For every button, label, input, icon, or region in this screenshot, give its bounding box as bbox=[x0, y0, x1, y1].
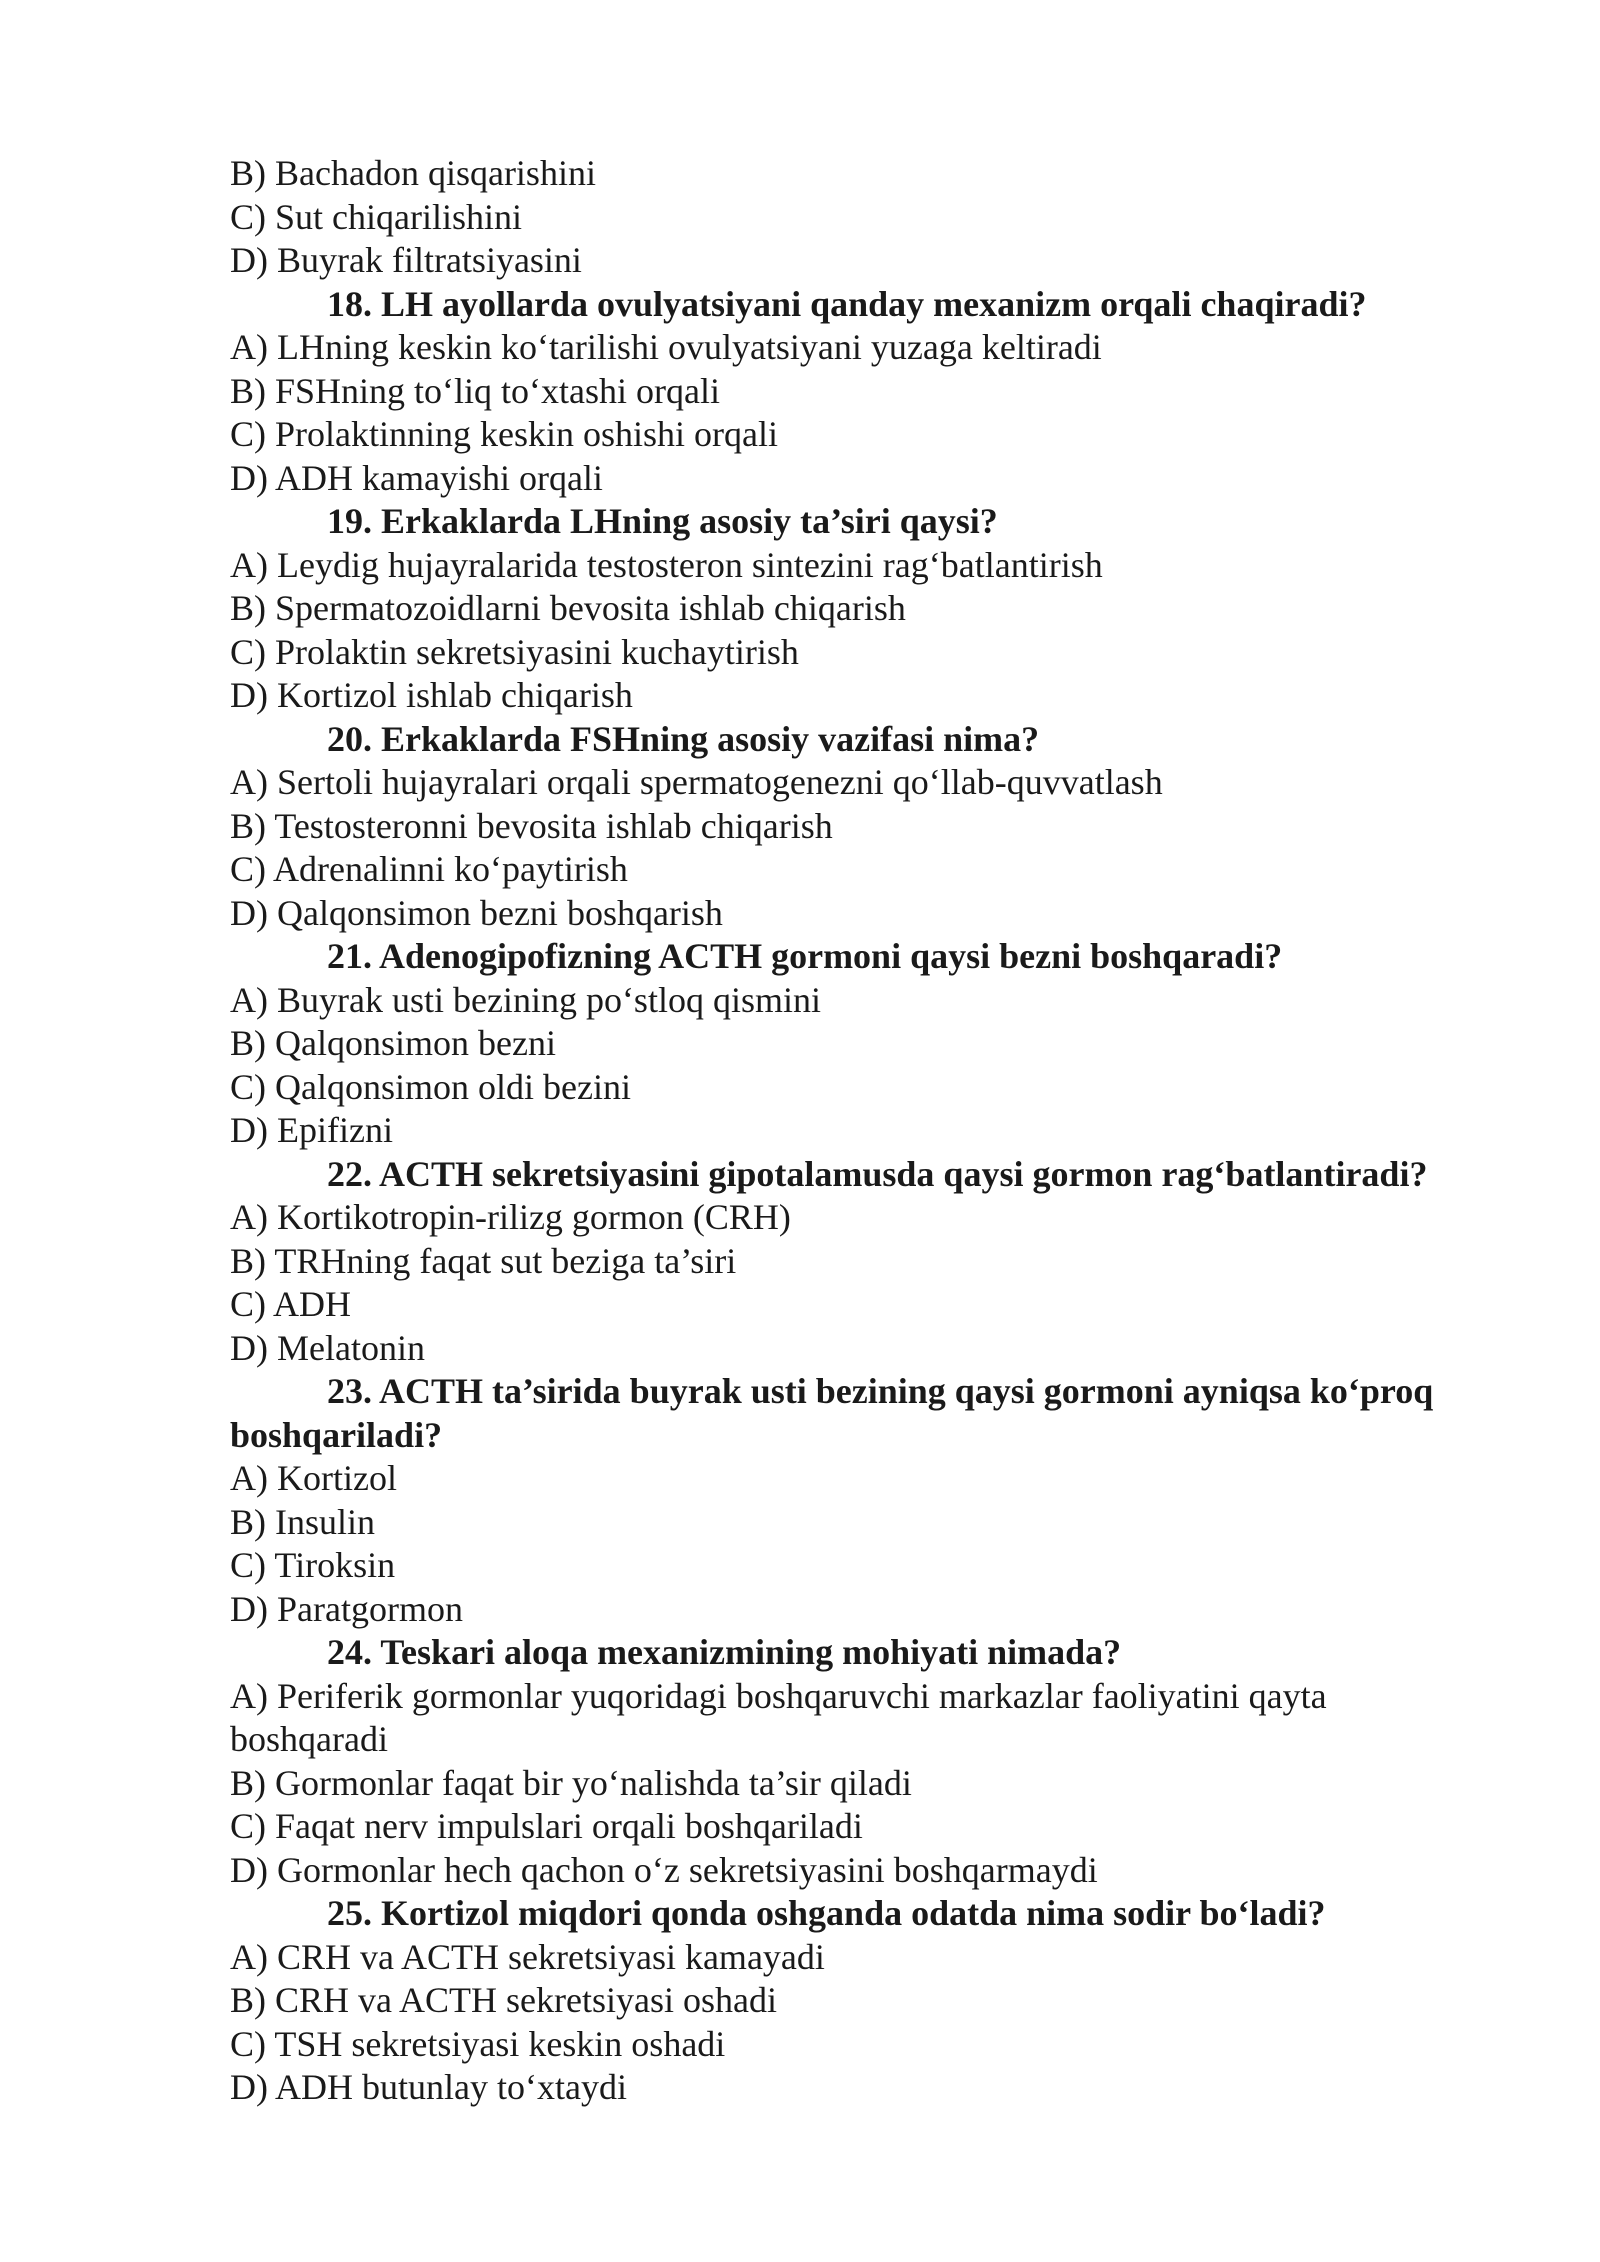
question-20: 20. Erkaklarda FSHning asosiy vazifasi nima? bbox=[327, 718, 1040, 759]
question-24: 24. Teskari aloqa mexanizmining mohiyati nimada? bbox=[327, 1632, 1122, 1672]
option-a: A) CRH va ACTH sekretsiyasi kamayadi bbox=[230, 1936, 825, 1977]
option-c: C) Sut chiqarilishini bbox=[230, 196, 522, 237]
option-a: A) Kortikotropin-rilizg gormon (CRH) bbox=[230, 1197, 791, 1237]
option-b: B) Qalqonsimon bezni bbox=[230, 1023, 556, 1063]
option-c: C) TSH sekretsiyasi keskin oshadi bbox=[230, 2023, 726, 2064]
option-c: C) Adrenalinni ko‘paytirish bbox=[230, 849, 628, 889]
option-a: A) Kortizol bbox=[230, 1458, 397, 1498]
option-d: D) Buyrak filtratsiyasini bbox=[230, 240, 582, 280]
document-page bbox=[230, 152, 1530, 2110]
option-a: A) Buyrak usti bezining po‘stloq qismini bbox=[230, 979, 821, 1020]
question-22: 22. ACTH sekretsiyasini gipotalamusda qaysi gormon rag‘batlantiradi? bbox=[327, 1153, 1428, 1194]
option-d: D) Qalqonsimon bezni boshqarish bbox=[230, 892, 723, 933]
option-c: C) Qalqonsimon oldi bezini bbox=[230, 1066, 631, 1107]
option-d: D) Paratgormon bbox=[230, 1588, 463, 1629]
option-c: C) Tiroksin bbox=[230, 1545, 396, 1585]
option-a: A) LHning keskin ko‘tarilishi ovulyatsiyani yuzaga keltiradi bbox=[230, 327, 1102, 367]
option-c: C) Prolaktinning keskin oshishi orqali bbox=[230, 414, 778, 454]
option-d: D) Epifizni bbox=[230, 1110, 393, 1150]
question-18: 18. LH ayollarda ovulyatsiyani qanday mexanizm orqali chaqiradi? bbox=[327, 283, 1367, 324]
option-d: D) Melatonin bbox=[230, 1327, 425, 1368]
question-19: 19. Erkaklarda LHning asosiy ta’siri qaysi? bbox=[327, 501, 998, 541]
option-d: D) Kortizol ishlab chiqarish bbox=[230, 675, 633, 715]
option-a: A) Sertoli hujayralari orqali spermatogenezni qo‘llab-quvvatlash bbox=[230, 762, 1163, 802]
option-b: B) Bachadon qisqarishini bbox=[230, 153, 596, 193]
option-d: D) Gormonlar hech qachon o‘z sekretsiyasini boshqarmaydi bbox=[230, 1849, 1098, 1890]
option-b: B) Gormonlar faqat bir yo‘nalishda ta’sir qiladi bbox=[230, 1762, 912, 1803]
question-21: 21. Adenogipofizning ACTH gormoni qaysi bezni boshqaradi? bbox=[327, 936, 1283, 976]
option-b: B) Spermatozoidlarni bevosita ishlab chiqarish bbox=[230, 588, 906, 628]
option-b: B) CRH va ACTH sekretsiyasi oshadi bbox=[230, 1980, 777, 2020]
option-c: C) ADH bbox=[230, 1284, 352, 1324]
option-a: A) Leydig hujayralarida testosteron sintezini rag‘batlantirish bbox=[230, 544, 1103, 585]
option-b: B) Testosteronni bevosita ishlab chiqarish bbox=[230, 805, 833, 846]
option-d: D) ADH kamayishi orqali bbox=[230, 457, 603, 498]
option-c: C) Faqat nerv impulslari orqali boshqariladi bbox=[230, 1806, 863, 1846]
option-b: B) TRHning faqat sut beziga ta’siri bbox=[230, 1240, 737, 1281]
question-23 bbox=[230, 1370, 1530, 1457]
option-d: D) ADH butunlay to‘xtaydi bbox=[230, 2067, 627, 2107]
option-b: B) FSHning to‘liq to‘xtashi orqali bbox=[230, 370, 720, 411]
option-a: A) Periferik gormonlar yuqoridagi boshqaruvchi markazlar faoliyatini qayta boshqaradi bbox=[230, 1675, 1327, 1759]
question-text: 23. ACTH ta’sirida buyrak usti bezining qaysi gormoni ayniqsa ko‘proq boshqariladi? bbox=[230, 1371, 1434, 1455]
option-b: B) Insulin bbox=[230, 1501, 376, 1542]
question-25: 25. Kortizol miqdori qonda oshganda odatda nima sodir bo‘ladi? bbox=[327, 1893, 1326, 1933]
option-c: C) Prolaktin sekretsiyasini kuchaytirish bbox=[230, 631, 799, 672]
